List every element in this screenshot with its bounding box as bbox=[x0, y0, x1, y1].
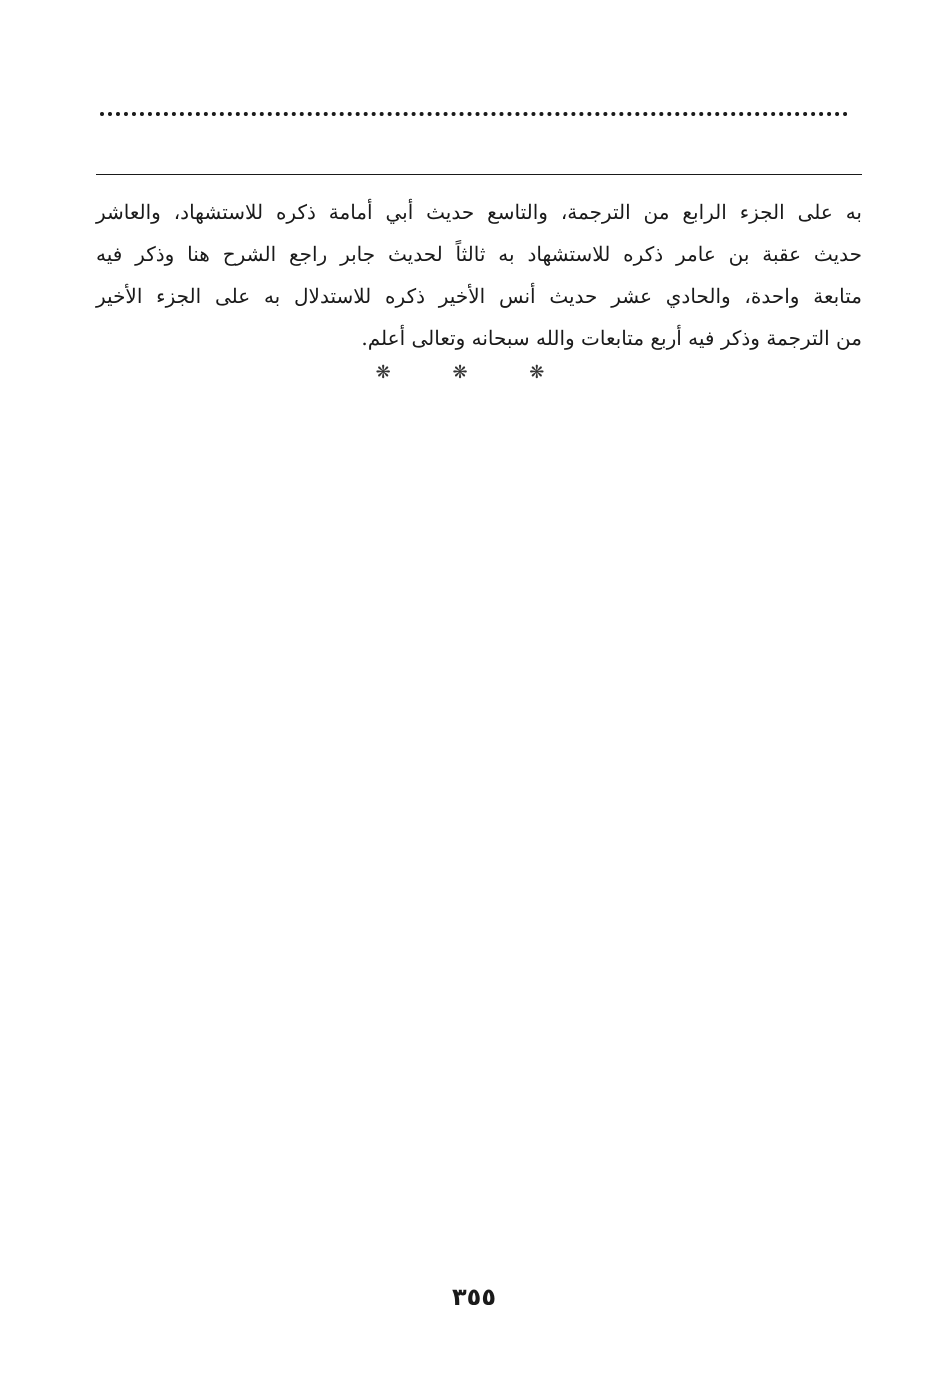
text-line: متابعة واحدة، والحادي عشر حديث أنس الأخير ذكره للاستدلال به على الجزء الأخير bbox=[96, 284, 862, 308]
body-text bbox=[96, 191, 862, 359]
text-line: به على الجزء الرابع من الترجمة، والتاسع حديث أبي أمامة ذكره للاستشهاد، والعاشر bbox=[96, 200, 862, 224]
footnote-divider bbox=[96, 174, 862, 175]
text-line: من الترجمة وذكر فيه أربع متابعات والله سبحانه وتعالى أعلم. bbox=[361, 326, 862, 350]
dotted-rule bbox=[100, 112, 848, 116]
page-number: ٣٥٥ bbox=[452, 1283, 496, 1311]
section-separator: ❋ ❋ ❋ bbox=[375, 362, 573, 383]
text-line: حديث عقبة بن عامر ذكره للاستشهاد به ثالثاً لحديث جابر راجع الشرح هنا وذكر فيه bbox=[96, 242, 862, 266]
